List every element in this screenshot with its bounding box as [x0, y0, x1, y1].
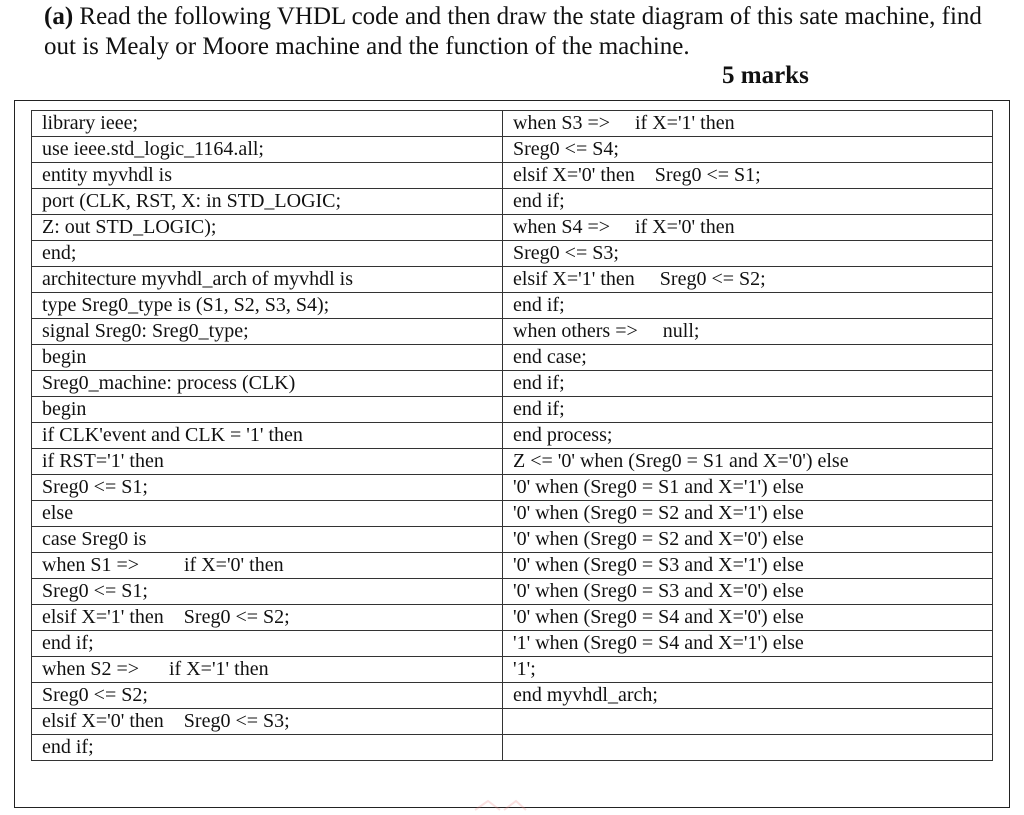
question-text [44, 2, 1014, 62]
code-row [32, 475, 993, 501]
code-line-right: elsif X='1' then Sreg0 <= S2; [503, 267, 993, 293]
code-line-left: Sreg0_machine: process (CLK) [32, 371, 503, 397]
code-line-left: Z: out STD_LOGIC); [32, 215, 503, 241]
code-line-left: begin [32, 345, 503, 371]
question-body: Read the following VHDL code and then draw the state diagram of this sate machine, find out is Mealy or Moore machine and the function of the machine. [44, 3, 982, 60]
code-line-right: '0' when (Sreg0 = S2 and X='0') else [503, 527, 993, 553]
code-line-left: architecture myvhdl_arch of myvhdl is [32, 267, 503, 293]
code-line-right: when S3 => if X='1' then [503, 111, 993, 137]
code-line-right: end if; [503, 371, 993, 397]
code-line-right: end process; [503, 423, 993, 449]
code-line-left: case Sreg0 is [32, 527, 503, 553]
code-row [32, 319, 993, 345]
code-line-left: signal Sreg0: Sreg0_type; [32, 319, 503, 345]
code-line-right: '0' when (Sreg0 = S3 and X='0') else [503, 579, 993, 605]
code-row [32, 449, 993, 475]
code-line-left: Sreg0 <= S1; [32, 579, 503, 605]
code-line-right: '0' when (Sreg0 = S1 and X='1') else [503, 475, 993, 501]
code-row [32, 735, 993, 761]
code-line-right: '0' when (Sreg0 = S3 and X='1') else [503, 553, 993, 579]
code-row [32, 111, 993, 137]
code-row [32, 423, 993, 449]
code-row [32, 371, 993, 397]
vhdl-code-table [31, 110, 993, 761]
code-line-right: end if; [503, 293, 993, 319]
code-line-right [503, 735, 993, 761]
code-line-left: end if; [32, 735, 503, 761]
code-line-left: entity myvhdl is [32, 163, 503, 189]
code-row [32, 631, 993, 657]
code-row [32, 241, 993, 267]
code-row [32, 553, 993, 579]
code-line-right: end if; [503, 189, 993, 215]
code-line-left: end; [32, 241, 503, 267]
code-line-left: else [32, 501, 503, 527]
code-line-left: type Sreg0_type is (S1, S2, S3, S4); [32, 293, 503, 319]
code-line-right: when S4 => if X='0' then [503, 215, 993, 241]
code-row [32, 579, 993, 605]
code-line-left: if RST='1' then [32, 449, 503, 475]
code-row [32, 683, 993, 709]
code-line-right: '1'; [503, 657, 993, 683]
question-label: (a) [44, 3, 74, 30]
code-row [32, 397, 993, 423]
watermark-mark [470, 798, 530, 812]
code-line-right: elsif X='0' then Sreg0 <= S1; [503, 163, 993, 189]
code-line-left: when S2 => if X='1' then [32, 657, 503, 683]
code-line-left: elsif X='1' then Sreg0 <= S2; [32, 605, 503, 631]
code-row [32, 163, 993, 189]
code-line-right [503, 709, 993, 735]
code-line-left: if CLK'event and CLK = '1' then [32, 423, 503, 449]
marks-label: 5 marks [722, 62, 809, 89]
code-row [32, 189, 993, 215]
code-row [32, 605, 993, 631]
code-line-right: '0' when (Sreg0 = S4 and X='0') else [503, 605, 993, 631]
code-line-right: end if; [503, 397, 993, 423]
code-line-left: end if; [32, 631, 503, 657]
code-table-body [32, 111, 993, 761]
code-line-right: '1' when (Sreg0 = S4 and X='1') else [503, 631, 993, 657]
code-line-right: Sreg0 <= S3; [503, 241, 993, 267]
code-row [32, 345, 993, 371]
code-line-left: begin [32, 397, 503, 423]
code-line-left: elsif X='0' then Sreg0 <= S3; [32, 709, 503, 735]
code-line-left: use ieee.std_logic_1164.all; [32, 137, 503, 163]
code-line-right: end case; [503, 345, 993, 371]
code-row [32, 657, 993, 683]
code-line-right: '0' when (Sreg0 = S2 and X='1') else [503, 501, 993, 527]
code-row [32, 215, 993, 241]
code-line-left: when S1 => if X='0' then [32, 553, 503, 579]
code-line-right: Sreg0 <= S4; [503, 137, 993, 163]
code-row [32, 709, 993, 735]
code-line-left: port (CLK, RST, X: in STD_LOGIC; [32, 189, 503, 215]
code-line-right: Z <= '0' when (Sreg0 = S1 and X='0') else [503, 449, 993, 475]
code-line-left: Sreg0 <= S2; [32, 683, 503, 709]
code-row [32, 293, 993, 319]
code-line-left: Sreg0 <= S1; [32, 475, 503, 501]
code-line-right: end myvhdl_arch; [503, 683, 993, 709]
code-row [32, 137, 993, 163]
code-line-left: library ieee; [32, 111, 503, 137]
code-row [32, 501, 993, 527]
code-row [32, 527, 993, 553]
code-line-right: when others => null; [503, 319, 993, 345]
code-row [32, 267, 993, 293]
